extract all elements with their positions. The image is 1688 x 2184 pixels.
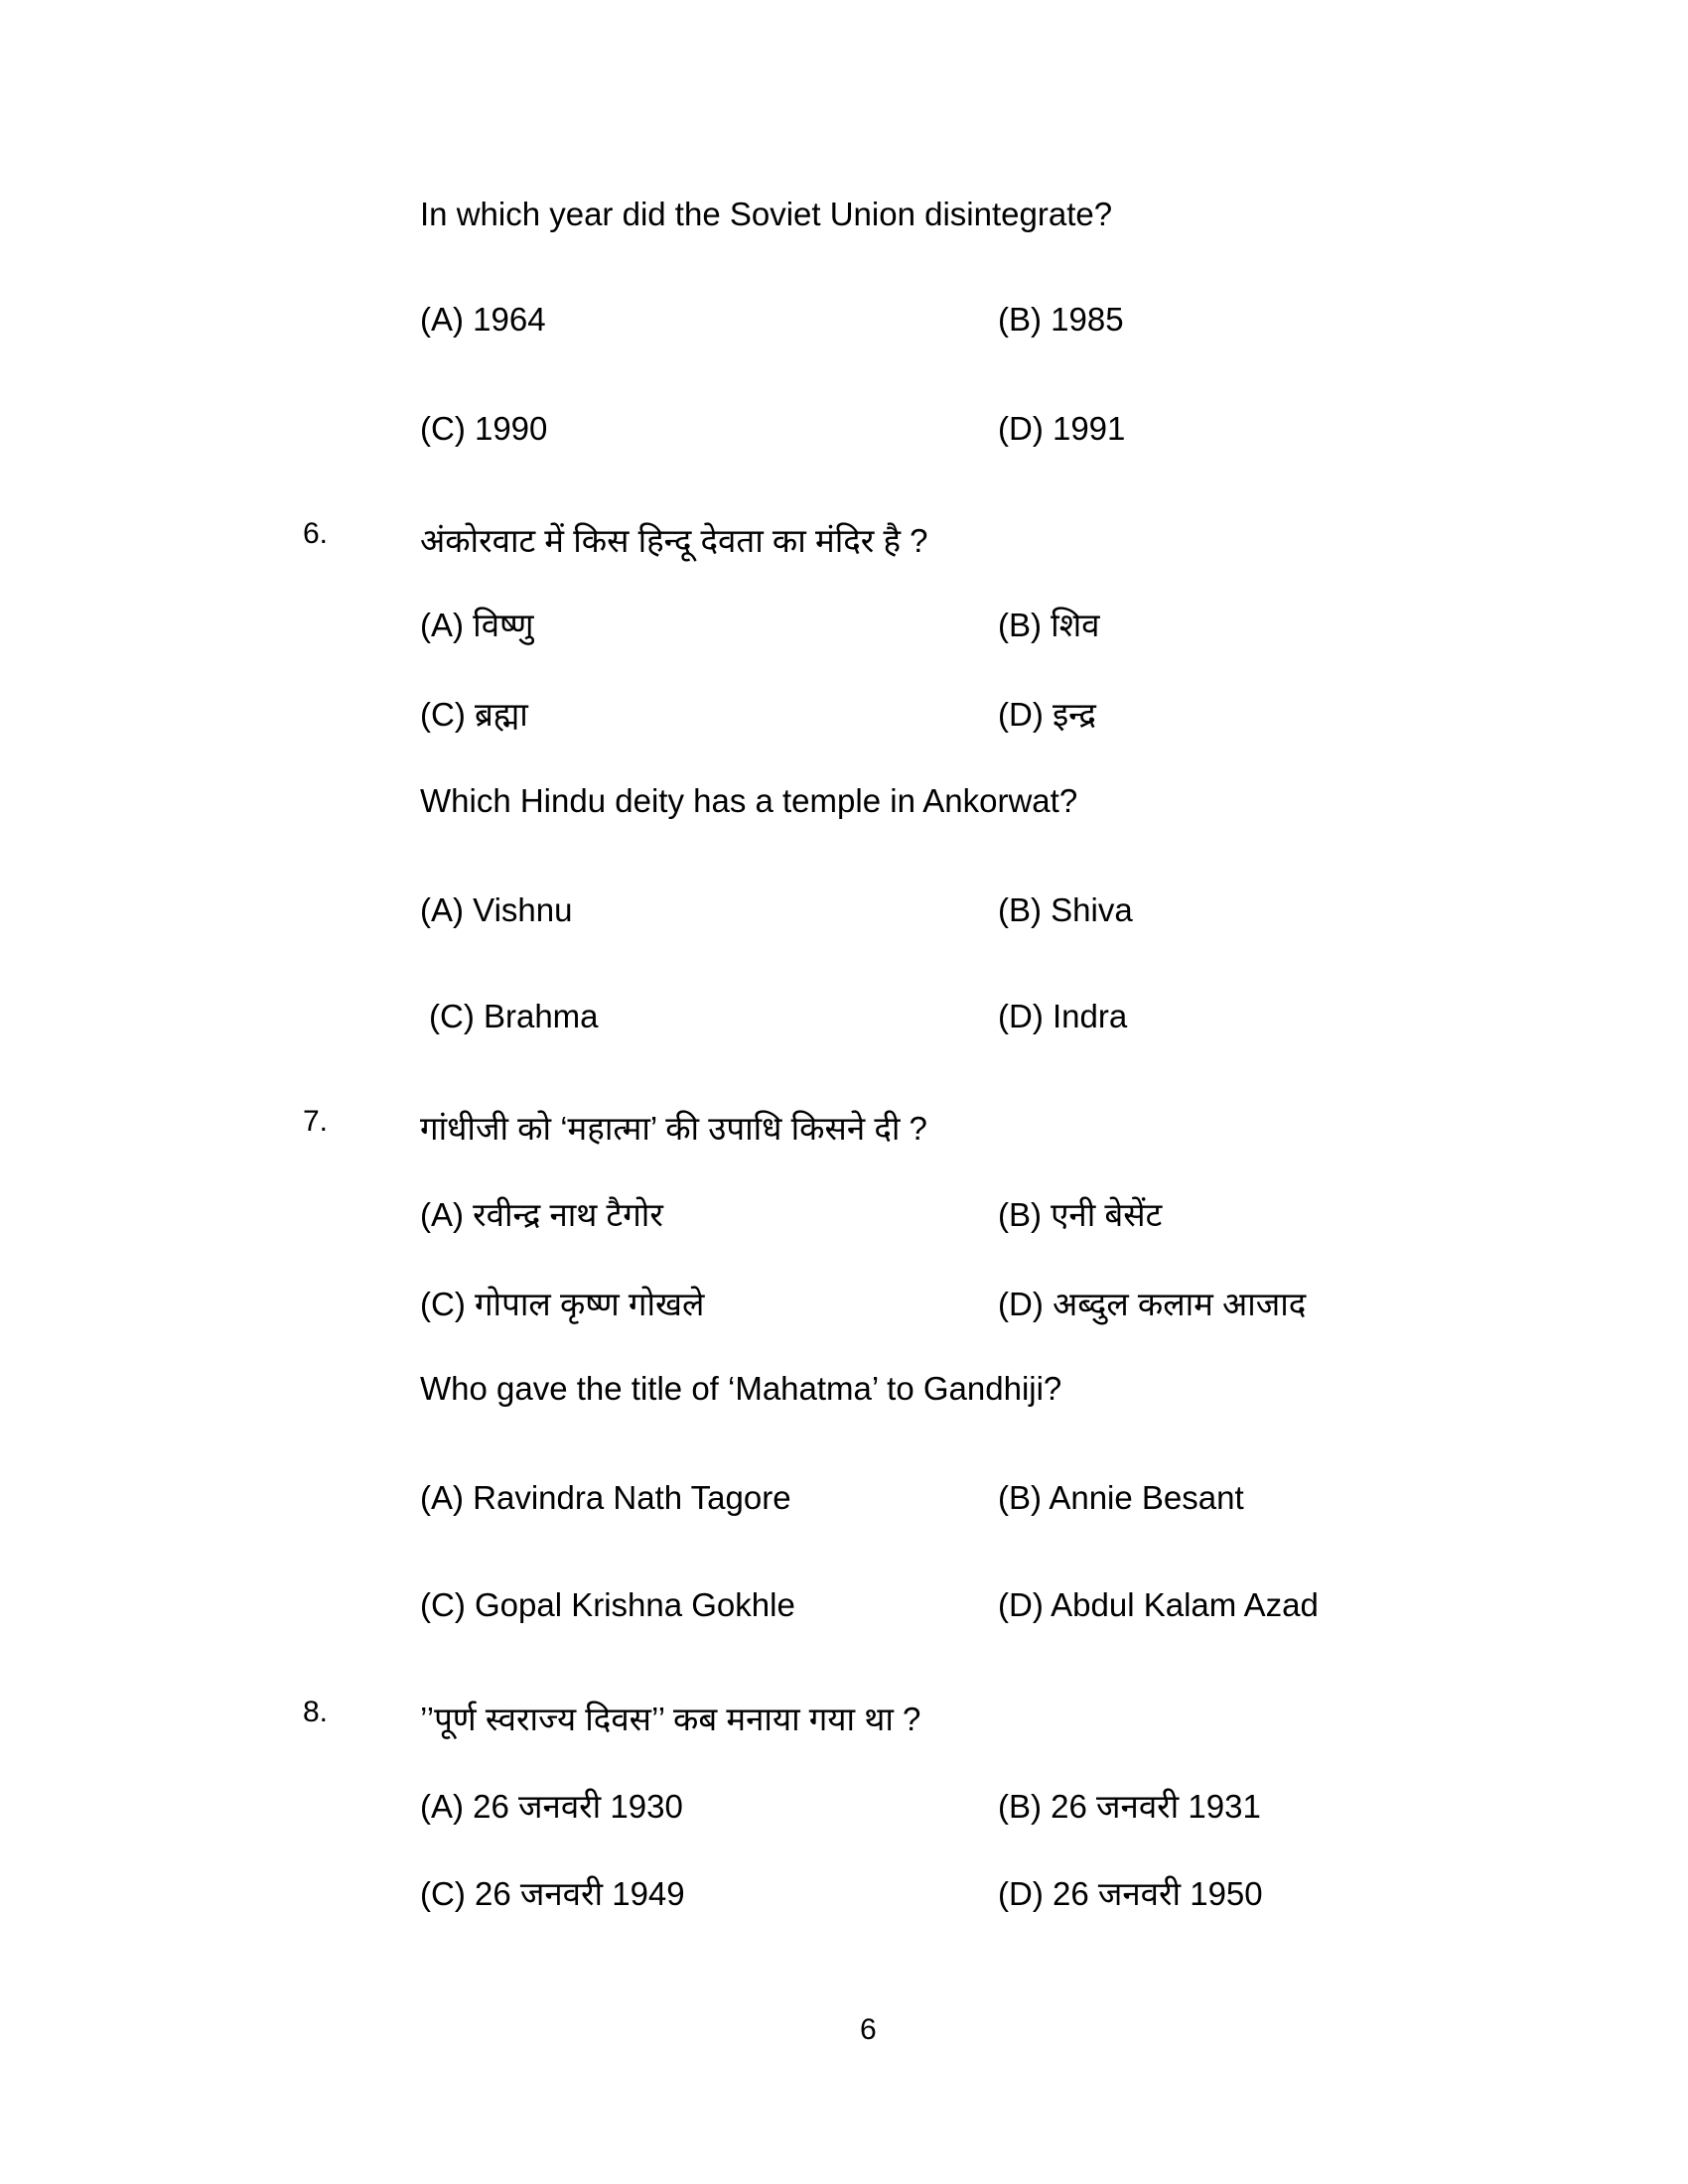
option-a: (A) 1964 [420, 301, 546, 338]
option-c: (C) 1990 [420, 410, 548, 447]
question-text-hindi: अंकोरवाट में किस हिन्दू देवता का मंदिर है ? [420, 522, 928, 559]
option-d: (D) Indra [998, 998, 1128, 1034]
option-b: (B) 1985 [998, 301, 1124, 338]
question-number: 7. [303, 1105, 329, 1138]
question-7-hindi-options-row-1 [0, 1191, 1688, 1239]
option-a: (A) Ravindra Nath Tagore [420, 1479, 791, 1516]
question-6-english-options-row-1 [0, 891, 1688, 939]
option-d: (D) अब्दुल कलाम आजाद [998, 1286, 1307, 1322]
question-8-hindi-options-row-1 [0, 1783, 1688, 1831]
option-a: (A) रवीन्द्र नाथ टैगोर [420, 1196, 663, 1233]
option-c: (C) Brahma [429, 998, 599, 1034]
question-8-hindi-options-row-2 [0, 1870, 1688, 1918]
question-7-english-options-row-2 [0, 1586, 1688, 1634]
option-a: (A) 26 जनवरी 1930 [420, 1788, 683, 1825]
page-number: 6 [860, 2013, 877, 2046]
option-b: (B) एनी बेसेंट [998, 1196, 1163, 1233]
option-b: (B) शिव [998, 607, 1100, 643]
question-6-english-row [0, 782, 1688, 830]
option-b: (B) Shiva [998, 891, 1133, 928]
question-7-english-row [0, 1370, 1688, 1418]
question-6-hindi-row [0, 517, 1688, 565]
question-7-hindi-options-row-2 [0, 1281, 1688, 1328]
option-c: (C) Gopal Krishna Gokhle [420, 1586, 795, 1623]
question-5-english-options-row-1 [0, 301, 1688, 348]
question-7-hindi-row [0, 1105, 1688, 1153]
option-c: (C) 26 जनवरी 1949 [420, 1875, 685, 1912]
option-d: (D) Abdul Kalam Azad [998, 1586, 1319, 1623]
option-c: (C) गोपाल कृष्ण गोखले [420, 1286, 705, 1322]
question-8-hindi-row [0, 1696, 1688, 1743]
option-d: (D) 26 जनवरी 1950 [998, 1875, 1263, 1912]
option-c: (C) ब्रह्मा [420, 696, 528, 733]
question-number: 6. [303, 517, 329, 550]
question-text-hindi: ’’पूर्ण स्वराज्य दिवस’’ कब मनाया गया था ? [420, 1701, 921, 1737]
option-a: (A) Vishnu [420, 891, 573, 928]
question-7-english-options-row-1 [0, 1479, 1688, 1527]
option-d: (D) इन्द्र [998, 696, 1096, 733]
option-b: (B) Annie Besant [998, 1479, 1244, 1516]
question-text-english: In which year did the Soviet Union disintegrate? [420, 196, 1113, 232]
question-number: 8. [303, 1696, 329, 1728]
option-b: (B) 26 जनवरी 1931 [998, 1788, 1261, 1825]
question-6-english-options-row-2 [0, 998, 1688, 1045]
question-5-english-row [0, 196, 1688, 243]
question-5-english-options-row-2 [0, 410, 1688, 458]
question-text-hindi: गांधीजी को ‘महात्मा’ की उपाधि किसने दी ? [420, 1110, 927, 1147]
question-6-hindi-options-row-2 [0, 691, 1688, 739]
question-text-english: Which Hindu deity has a temple in Ankorwat? [420, 782, 1078, 819]
question-text-english: Who gave the title of ‘Mahatma’ to Gandhiji? [420, 1370, 1062, 1407]
option-d: (D) 1991 [998, 410, 1126, 447]
question-6-hindi-options-row-1 [0, 602, 1688, 649]
option-a: (A) विष्णु [420, 607, 534, 643]
